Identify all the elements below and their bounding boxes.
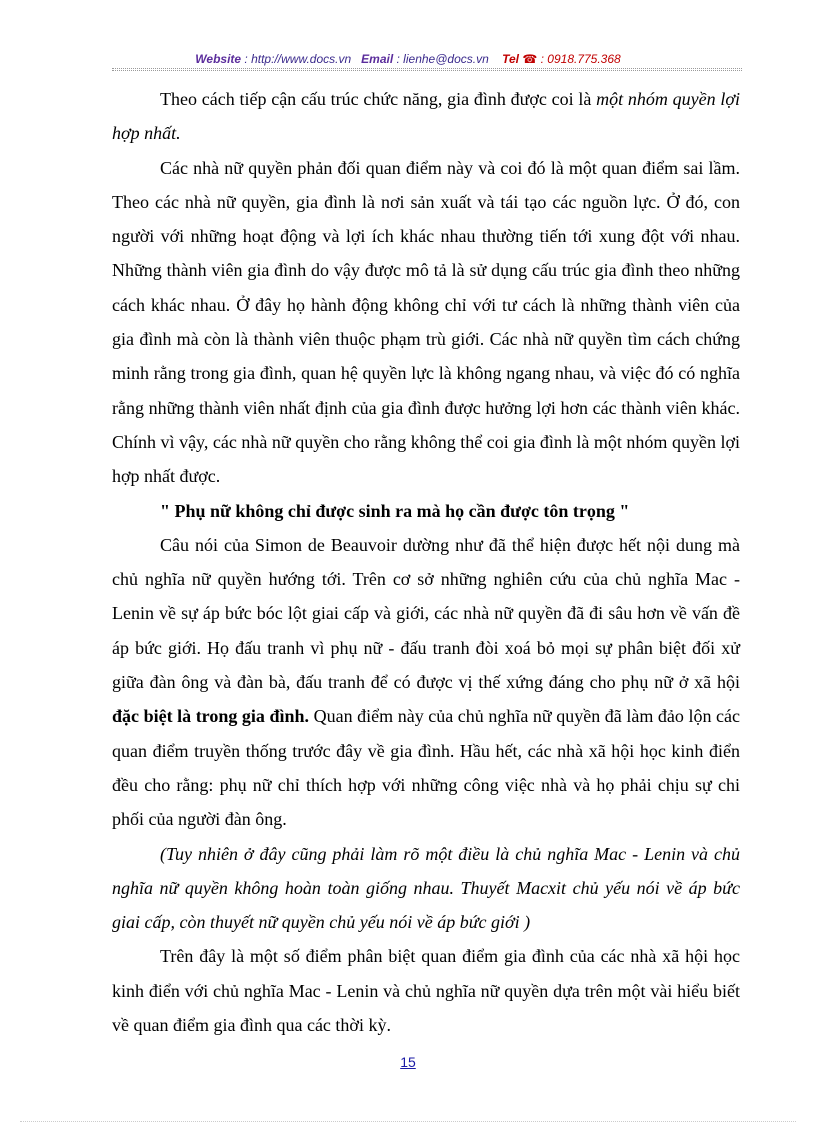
- paragraph-3-text-a: Câu nói của Simon de Beauvoir dường như đã thể hiện được hết nội dung mà chủ nghĩa nữ quyền hướng tới. Trên cơ sở những nghiên cứu của chủ nghĩa Mac - Lenin về sự áp bức bóc lột giai cấp và giới, các nhà nữ quyền đã đi sâu hơn về vấn đề áp bức giới. Họ đấu tranh vì phụ nữ - đấu tranh đòi xoá bỏ mọi sự phân biệt đối xử giữa đàn ông và đàn bà, đấu tranh để có được vị thế xứng đáng cho phụ nữ ở xã hội: [112, 534, 740, 693]
- tel-label: Tel ☎: [502, 52, 538, 66]
- footer-divider: [20, 1121, 796, 1122]
- quote-heading: " Phụ nữ không chỉ được sinh ra mà họ cần được tôn trọng ": [160, 500, 630, 521]
- paragraph-4-note: (Tuy nhiên ở đây cũng phải làm rõ một điều là chủ nghĩa Mac - Lenin và chủ nghĩa nữ quyền không hoàn toàn giống nhau. Thuyết Macxit chủ yếu nói về áp bức giai cấp, còn thuyết nữ quyền chủ yếu nói về áp bức giới ): [112, 843, 740, 933]
- email-link[interactable]: : lienhe@docs.vn: [396, 52, 489, 66]
- paragraph-3-bold: đặc biệt là trong gia đình.: [112, 706, 310, 727]
- page-number[interactable]: 15: [400, 1054, 416, 1070]
- page-header: [0, 52, 816, 66]
- paragraph-2: Các nhà nữ quyền phản đối quan điểm này và coi đó là một quan điểm sai lầm. Theo các nhà nữ quyền, gia đình là nơi sản xuất và tái tạo các nguồn lực. Ở đó, con người với những hoạt động và lợi ích khác nhau thường tiến tới xung đột với nhau. Những thành viên gia đình do vậy được mô tả là sử dụng cấu trúc gia đình theo những cách khác nhau. Ở đây họ hành động không chỉ với tư cách là những thành viên của gia đình mà còn là thành viên thuộc phạm trù giới. Các nhà nữ quyền tìm cách chứng minh rằng trong gia đình, quan hệ quyền lực là không ngang nhau, và việc đó có nghĩa rằng những thành viên nhất định của gia đình được hưởng lợi hơn các thành viên khác. Chính vì vậy, các nhà nữ quyền cho rằng không thể coi gia đình là một nhóm quyền lợi hợp nhất được.: [112, 157, 740, 487]
- paragraph-5: Trên đây là một số điểm phân biệt quan điểm gia đình của các nhà xã hội học kinh điển với chủ nghĩa Mac - Lenin và chủ nghĩa nữ quyền dựa trên một vài hiểu biết về quan điểm gia đình qua các thời kỳ.: [112, 946, 740, 1036]
- paragraph-3-text-b: Quan điểm này của chủ nghĩa nữ quyền đã làm đảo lộn các quan điểm truyền thống trước đây về gia đình. Hầu hết, các nhà xã hội học kinh điển đều cho rằng: phụ nữ chỉ thích hợp với những công việc nhà và họ phải chịu sự chi phối của người đàn ông.: [112, 706, 740, 830]
- paragraph-3: [112, 528, 740, 837]
- email-label: Email: [361, 52, 394, 66]
- document-body: [112, 82, 740, 1042]
- website-label: Website: [195, 52, 242, 66]
- paragraph-1: [112, 82, 740, 151]
- paragraph-1-text: Theo cách tiếp cận cấu trúc chức năng, gia đình được coi là: [160, 89, 597, 109]
- paragraph-1-italic: một nhóm quyền lợi hợp nhất.: [112, 89, 741, 144]
- website-link[interactable]: : http://www.docs.vn: [244, 52, 352, 66]
- header-divider: [112, 68, 742, 71]
- tel-number: : 0918.775.368: [540, 52, 621, 66]
